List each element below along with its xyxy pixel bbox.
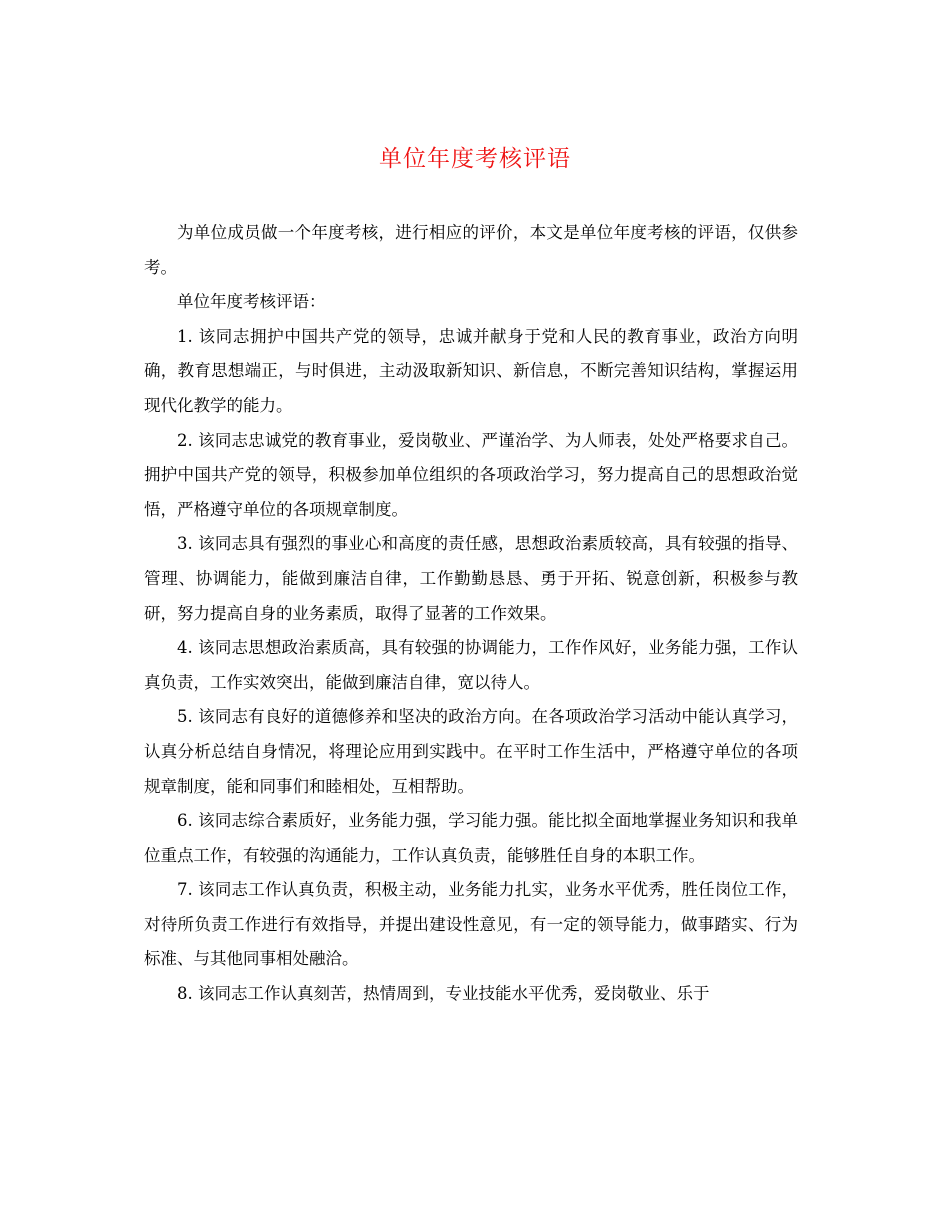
comment-item-3: 3. 该同志具有强烈的事业心和高度的责任感，思想政治素质较高，具有较强的指导、管理、协调能力，能做到廉洁自律，工作勤勤恳恳、勇于开拓、锐意创新，积极参与教研，努力提高自身的业务素质，取得了显著的工作效果。 (144, 534, 798, 623)
document-body (144, 216, 798, 1012)
comment-item-2: 2. 该同志忠诚党的教育事业，爱岗敬业、严谨治学、为人师表，处处严格要求自己。拥护中国共产党的领导，积极参加单位组织的各项政治学习，努力提高自己的思想政治觉悟，严格遵守单位的各项规章制度。 (144, 430, 798, 519)
comment-item-5: 5. 该同志有良好的道德修养和坚决的政治方向。在各项政治学习活动中能认真学习，认真分析总结自身情况，将理论应用到实践中。在平时工作生活中，严格遵守单位的各项规章制度，能和同事们和睦相处，互相帮助。 (144, 707, 798, 796)
comment-item-1: 1. 该同志拥护中国共产党的领导，忠诚并献身于党和人民的教育事业，政治方向明确，教育思想端正，与时俱进，主动汲取新知识、新信息，不断完善知识结构，掌握运用现代化教学的能力。 (144, 326, 798, 415)
comment-item-6: 6. 该同志综合素质好，业务能力强，学习能力强。能比拟全面地掌握业务知识和我单位重点工作，有较强的沟通能力，工作认真负责，能够胜任自身的本职工作。 (144, 811, 798, 865)
document-title: 单位年度考核评语 (379, 146, 571, 172)
section-heading: 单位年度考核评语： (177, 292, 326, 312)
intro-paragraph: 为单位成员做一个年度考核，进行相应的评价，本文是单位年度考核的评语，仅供参考。 (144, 223, 798, 277)
comment-item-4: 4. 该同志思想政治素质高，具有较强的协调能力，工作作风好，业务能力强，工作认真负责，工作实效突出，能做到廉洁自律，宽以待人。 (144, 638, 798, 692)
comment-item-8: 8. 该同志工作认真刻苦，热情周到，专业技能水平优秀，爱岗敬业、乐于 (177, 984, 710, 1004)
comment-item-7: 7. 该同志工作认真负责，积极主动，业务能力扎实，业务水平优秀，胜任岗位工作，对待所负责工作进行有效指导，并提出建设性意见，有一定的领导能力，做事踏实、行为标准、与其他同事相处融洽。 (144, 880, 798, 969)
